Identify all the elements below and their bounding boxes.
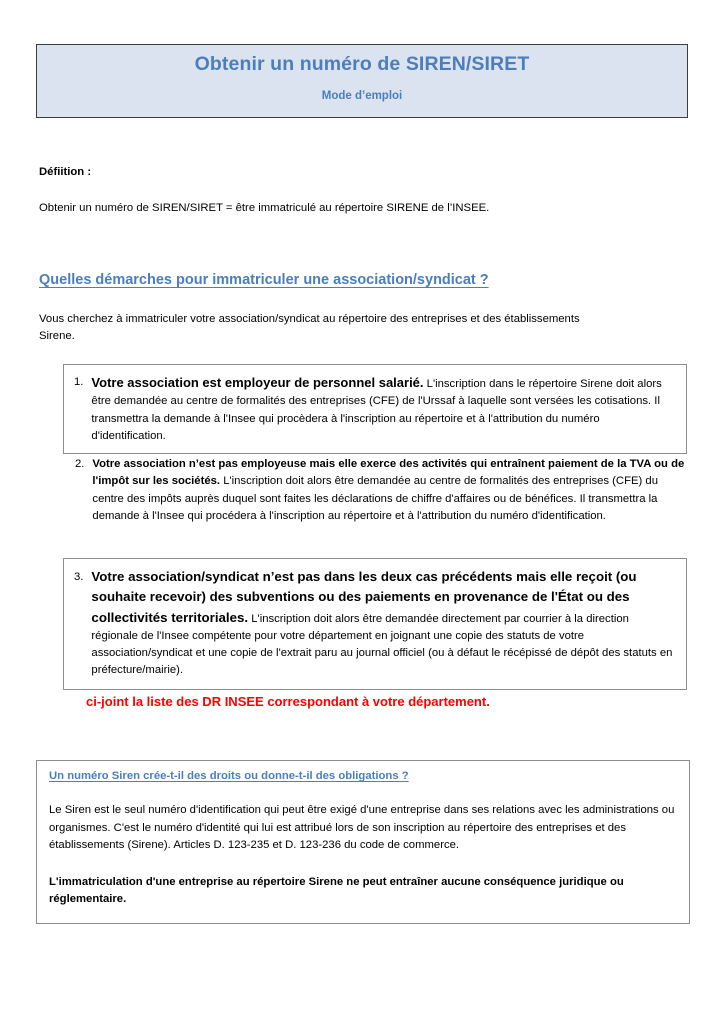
list-item-number: 1. [74,376,84,388]
section-intro-text: Vous cherchez à immatriculer votre association/syndicat au répertoire des entreprises et des établissements Sirene. [39,313,580,343]
list-item-body [92,456,687,525]
list-item-number: 2. [75,458,85,470]
list-item-body [91,567,674,680]
definition-label: Défiition : [39,166,92,178]
page-subtitle: Mode d’emploi [321,90,403,103]
list-item-lead: Votre association/syndicat n’est pas dans les deux cas précédents mais elle reçoit (ou souhaite recevoir) des subventions ou des paiements en provenance de l'État ou des collectivités territoriales. [91,569,637,625]
list-item-3 [63,558,687,690]
list-item-1 [63,364,687,454]
list-item-text: L'inscription doit alors être demandée directement par courrier à la direction régionale de l'Insee compétente pour votre département en joignant une copie des statuts de votre association/syndicat et une copie de l'extrait paru au journal officiel (ou à défaut le récépissé de dépôt des statuts en préfecture/mairie). [91,612,673,677]
attachment-note: ci-joint la liste des DR INSEE correspondant à votre département. [86,694,490,709]
page-title: Obtenir un numéro de SIREN/SIRET [194,53,530,75]
list-item-2 [75,456,687,525]
list-item-body [91,373,674,445]
info-box [36,760,690,924]
info-box-heading: Un numéro Siren crée-t-il des droits ou donne-t-il des obligations ? [49,770,409,782]
section-heading: Quelles démarches pour immatriculer une association/syndicat ? [39,272,489,288]
definition-text: Obtenir un numéro de SIREN/SIRET = être immatriculé au répertoire SIRENE de l’INSEE. [39,202,490,214]
list-item-text: L'inscription doit alors être demandée au centre de formalités des entreprises (CFE) du centre des impôts auprès duquel sont faites les déclarations de chiffre d'affaires ou de bénéfices. Il transmettra la demande à l'Insee qui procédera à l'inscription au répertoire et à l'attribution du numéro d'identification. [92,475,658,522]
list-item-lead: Votre association n’est pas employeuse mais elle exerce des activités qui entraînent paiement de la TVA ou de l'impôt sur les sociétés. [92,458,685,488]
info-box-paragraph-2: L'immatriculation d'une entreprise au répertoire Sirene ne peut entraîner aucune conséquence juridique ou réglementaire. [49,875,624,905]
list-item-text: L'inscription dans le répertoire Sirene doit alors être demandée au centre de formalités des entreprises (CFE) de l'Urssaf à laquelle sont versées les cotisations. Il transmettra la demande à l'Insee qui procèdera à l'inscription au répertoire et à l'attribution du numéro d'identification. [91,378,662,442]
title-banner [36,44,688,118]
info-box-paragraph-1: Le Siren est le seul numéro d'identification qui peut être exigé d'une entreprise dans ses relations avec les administrations ou organismes. C'est le numéro d'identité qui lui est attribué lors de son inscription au répertoire des entreprises et des établissements (Sirene). Articles D. 123-235 et D. 123-236 du code de commerce. [49,804,675,851]
list-item-number: 3. [74,571,84,583]
list-item-lead: Votre association est employeur de personnel salarié. [91,375,424,390]
